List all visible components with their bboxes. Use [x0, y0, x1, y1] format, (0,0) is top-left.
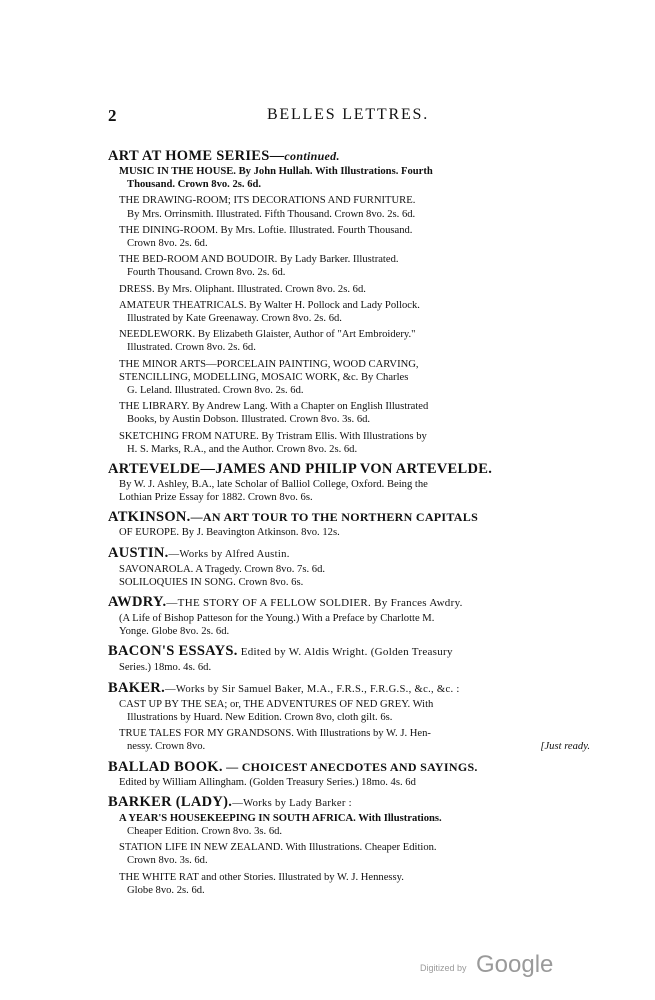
- entry-ballad-book: BALLAD BOOK. — CHOICEST ANECDOTES AND SAYINGS. Edited by William Allingham. (Golden Treasury Series.) 18mo. 4s. 6d: [108, 758, 478, 788]
- series-heading: ART AT HOME SERIES—continued.: [108, 148, 340, 164]
- baker-heading: BAKER.: [108, 679, 165, 696]
- awdry-heading: AWDRY.: [108, 594, 167, 611]
- entry-baker: BAKER.—Works by Sir Samuel Baker, M.A., F.R.S., F.R.G.S., &c., &c. : CAST UP BY THE SEA; or, THE ADVENTURES OF NED GREY. With Illustrations by Huard. New Edition. Crown 8vo, cloth gilt. 6s. TRUE TALES FOR MY GRANDSONS. With Illustrations by W. J. Hen- nessy. Crown 8vo. [Just ready.: [108, 679, 590, 753]
- entry-sketching-from-nature: SKETCHING FROM NATURE. By Tristram Ellis. With Illustrations by H. S. Marks, R.A., and the Author. Crown 8vo. 2s. 6d.: [119, 430, 427, 455]
- entry-amateur-theatricals: AMATEUR THEATRICALS. By Walter H. Pollock and Lady Pollock. Illustrated by Kate Greenaway. Crown 8vo. 2s. 6d.: [119, 299, 420, 325]
- entry-austin: AUSTIN.—Works by Alfred Austin. SAVONAROLA. A Tragedy. Crown 8vo. 7s. 6d. SOLILOQUIES IN SONG. Crown 8vo. 6s.: [108, 544, 326, 588]
- entry-atkinson: ATKINSON.—AN ART TOUR TO THE NORTHERN CAPITALS OF EUROPE. By J. Beavington Atkinson. 8vo. 12s.: [108, 509, 479, 539]
- catalogue-content: [108, 148, 590, 900]
- entry-awdry: AWDRY.—THE STORY OF A FELLOW SOLDIER. By Frances Awdry. (A Life of Bishop Patteson for the Young.) With a Preface by Charlotte M. Yonge. Globe 8vo. 2s. 6d.: [108, 594, 463, 638]
- google-logo: Google: [476, 951, 554, 978]
- austin-heading: AUSTIN.: [108, 544, 169, 561]
- entry-bacons-essays: BACON'S ESSAYS. Edited by W. Aldis Wright. (Golden Treasury Series.) 18mo. 4s. 6d.: [108, 643, 453, 674]
- barker-heading: BARKER (LADY).: [108, 793, 233, 810]
- entry-the-library: THE LIBRARY. By Andrew Lang. With a Chapter on English Illustrated Books, by Austin Dobson. Illustrated. Crown 8vo. 3s. 6d.: [119, 401, 429, 426]
- atkinson-heading: ATKINSON.: [108, 509, 191, 526]
- running-title: BELLES LETTRES.: [266, 106, 430, 123]
- entry-drawing-room: THE DRAWING-ROOM; ITS DECORATIONS AND FURNITURE. By Mrs. Orrinsmith. Illustrated. Fifth Thousand. Crown 8vo. 2s. 6d.: [119, 195, 416, 220]
- entry-needlework: NEEDLEWORK. By Elizabeth Glaister, Author of "Art Embroidery." Illustrated. Crown 8vo. 2s. 6d.: [119, 329, 416, 354]
- entry-dining-room: THE DINING-ROOM. By Mrs. Loftie. Illustrated. Fourth Thousand. Crown 8vo. 2s. 6d.: [119, 224, 413, 250]
- entry-dress: DRESS. By Mrs. Oliphant. Illustrated. Crown 8vo. 2s. 6d.: [119, 283, 366, 295]
- google-watermark: [420, 951, 560, 981]
- ballad-heading: BALLAD BOOK.: [108, 758, 223, 775]
- entry-artevelde: ARTEVELDE—JAMES AND PHILIP VON ARTEVELDE. By W. J. Ashley, B.A., late Scholar of Balliol College, Oxford. Being the Lothian Prize Essay for 1882. Crown 8vo. 6s.: [108, 461, 590, 504]
- page-number: 2: [108, 106, 117, 125]
- page-header: [108, 106, 588, 130]
- entry-music-in-the-house: MUSIC IN THE HOUSE. By John Hullah. With Illustrations. Fourth Thousand. Crown 8vo. 2s. 6d.: [119, 166, 433, 191]
- just-ready-note: [Just ready.: [540, 741, 590, 753]
- digitized-by-label: Digitized by: [420, 963, 467, 973]
- continued-label: continued.: [284, 149, 340, 163]
- entry-minor-arts: THE MINOR ARTS—PORCELAIN PAINTING, WOOD CARVING, STENCILLING, MODELLING, MOSAIC WORK, &c. By Charles G. Leland. Illustrated. Crown 8vo. 2s. 6d.: [119, 358, 419, 397]
- artevelde-heading: ARTEVELDE—JAMES AND PHILIP VON ARTEVELDE.: [108, 461, 493, 478]
- entry-barker: BARKER (LADY).—Works by Lady Barker : A YEAR'S HOUSEKEEPING IN SOUTH AFRICA. With Illustrations. Cheaper Edition. Crown 8vo. 3s. 6d. STATION LIFE IN NEW ZEALAND. With Illustrations. Cheaper Edition. Crown 8vo. 3s. 6d. THE WHITE RAT and other Stories. Illustrated by W. J. Hennessy. Globe 8vo. 2s. 6d.: [108, 793, 442, 896]
- bacon-heading: BACON'S ESSAYS.: [108, 643, 238, 660]
- entry-bed-room-and-boudoir: THE BED-ROOM AND BOUDOIR. By Lady Barker. Illustrated. Fourth Thousand. Crown 8vo. 2s. 6d.: [119, 254, 399, 279]
